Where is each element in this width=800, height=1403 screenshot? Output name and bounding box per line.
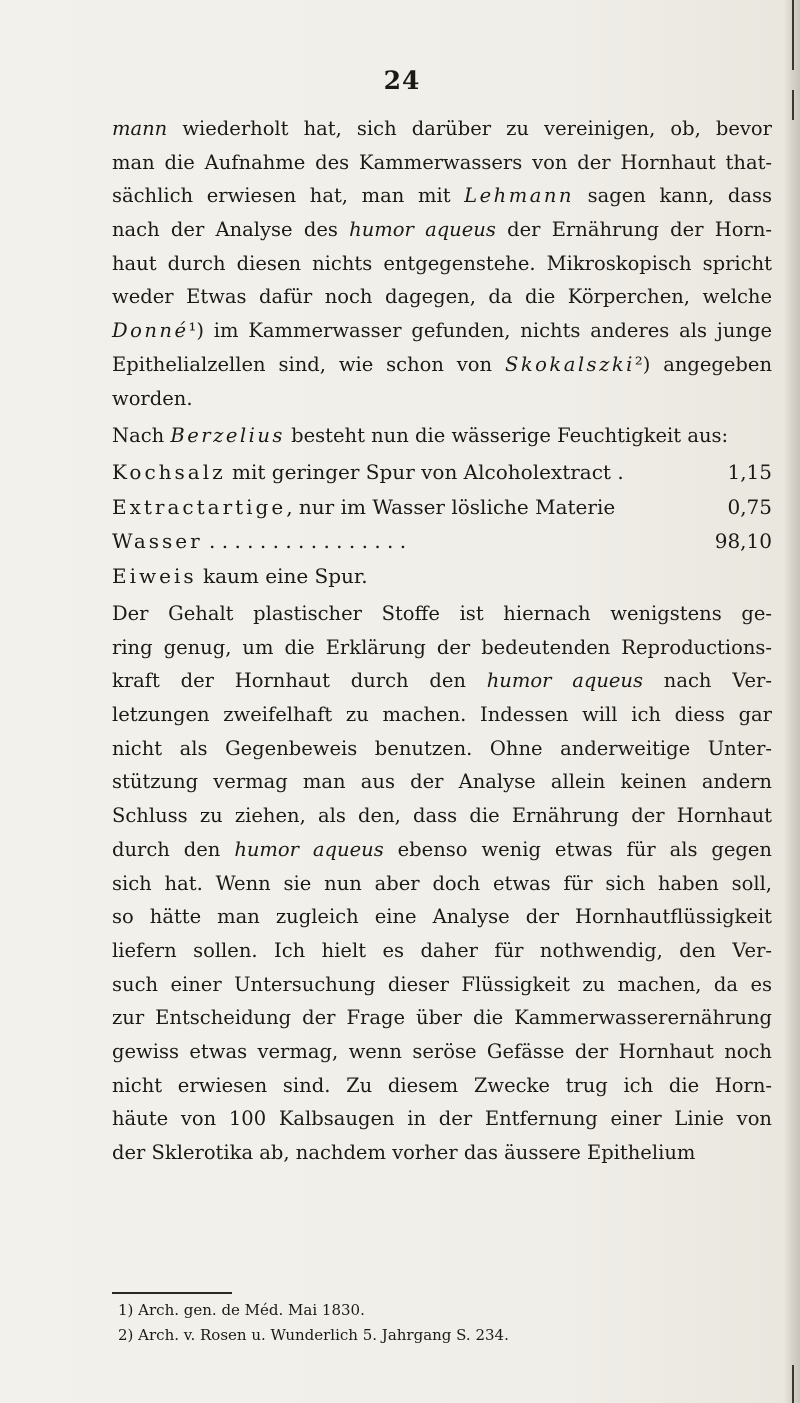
- text-run: mann: [112, 117, 168, 140]
- text-run: humor aqueus: [234, 837, 384, 861]
- text-line: [112, 968, 772, 1002]
- analysis-label: [112, 490, 615, 525]
- component-description: kaum eine Spur.: [196, 563, 368, 588]
- text-run: such einer Untersuchung dieser Flüssigkeit zu machen, da es: [112, 972, 772, 996]
- component-name: Wasser: [112, 529, 203, 553]
- text-run: sächlich erwiesen hat, man mit: [112, 184, 465, 208]
- text-line: [112, 247, 772, 281]
- text-run: Skokalszki: [504, 352, 635, 376]
- text-run: der Sklerotika ab, nachdem vorher das äussere Epithelium: [112, 1141, 696, 1164]
- page-edge-line: [792, 1365, 794, 1403]
- berzelius-intro-line: [112, 419, 772, 453]
- text-run: humor aqueus: [486, 669, 643, 693]
- text-run: so hätte man zugleich eine Analyse der Hornhautflüssigkeit: [112, 905, 772, 929]
- page-edge-line: [792, 0, 794, 70]
- text-line: [112, 382, 772, 416]
- text-run: stützung vermag man aus der Analyse allein keinen andern: [112, 770, 772, 794]
- text-run: Donné: [112, 319, 189, 343]
- text-line: [112, 934, 772, 968]
- analysis-row: [112, 490, 772, 525]
- analysis-label: [112, 455, 624, 490]
- text-line: [112, 314, 772, 348]
- text-line: [112, 664, 772, 698]
- text-run: häute von 100 Kalbsaugen in der Entfernung einer Linie von: [112, 1107, 772, 1131]
- paragraph-1: [112, 112, 772, 415]
- text-line: [112, 1102, 772, 1136]
- text-run: gewiss etwas vermag, wenn seröse Gefässe der Hornhaut noch: [112, 1039, 772, 1063]
- text-line: [112, 146, 772, 180]
- component-description: . . . . . . . . . . . . . . . .: [202, 529, 407, 553]
- text-line: [112, 280, 772, 314]
- text-run: kraft der Hornhaut durch den: [112, 669, 487, 693]
- text-run: man die Aufnahme des Kammerwassers von der Hornhaut that-: [112, 150, 772, 174]
- text-line: [112, 1069, 772, 1103]
- text-line: [112, 112, 772, 146]
- text-run: ¹) im Kammerwasser gefunden, nichts anderes als junge: [188, 319, 772, 343]
- text-line: [112, 833, 772, 867]
- text-run: ebenso wenig etwas für als gegen: [383, 837, 772, 861]
- analysis-table: [112, 455, 772, 593]
- text-run: durch den: [112, 837, 235, 861]
- text-run: nicht erwiesen sind. Zu diesem Zwecke trug ich die Horn-: [112, 1073, 772, 1097]
- page-number: 24: [383, 66, 421, 95]
- component-value: 98,10: [714, 529, 772, 553]
- text-run: besteht nun die wässerige Feuchtigkeit aus:: [284, 424, 729, 447]
- text-line: [112, 179, 772, 213]
- text-run: wiederholt hat, sich darüber zu vereinigen, ob, bevor: [167, 117, 772, 140]
- text-line: [112, 799, 772, 833]
- text-line: [112, 765, 772, 799]
- footnote-rule: [112, 1292, 232, 1294]
- text-run: sagen kann, dass: [573, 184, 772, 208]
- text-run: sich hat. Wenn sie nun aber doch etwas für sich haben soll,: [112, 871, 772, 895]
- text-run: zur Entscheidung der Frage über die Kammerwasserernährung: [112, 1006, 772, 1030]
- text-run: der Ernährung der Horn-: [495, 218, 772, 242]
- text-line: [112, 348, 772, 382]
- text-line: [112, 419, 772, 453]
- analysis-row: [112, 559, 772, 594]
- text-run: liefern sollen. Ich hielt es daher für nothwendig, den Ver-: [112, 938, 772, 962]
- text-run: Lehmann: [464, 184, 574, 208]
- footnotes: [118, 1298, 758, 1348]
- component-value: 1,15: [727, 460, 772, 484]
- text-line: [112, 732, 772, 766]
- footnote-1: 1) Arch. gen. de Méd. Mai 1830.: [118, 1301, 365, 1319]
- text-run: nach Ver-: [642, 669, 772, 693]
- paragraph-2: [112, 597, 772, 1170]
- text-run: humor aqueus: [349, 218, 496, 242]
- text-run: ring genug, um die Erklärung der bedeutenden Reproductions-: [112, 635, 772, 659]
- component-description: , nur im Wasser lösliche Materie: [286, 494, 616, 519]
- component-name: Eiweis: [112, 563, 197, 588]
- analysis-label: [112, 559, 368, 594]
- text-line: [112, 597, 772, 631]
- component-name: Kochsalz: [112, 460, 226, 484]
- text-run: letzungen zweifelhaft zu machen. Indessen will ich diess gar: [112, 703, 772, 727]
- text-run: weder Etwas dafür noch dagegen, da die Körperchen, welche: [112, 285, 772, 309]
- text-line: [112, 1001, 772, 1035]
- page-edge-shadow: [784, 0, 800, 1403]
- analysis-row: [112, 524, 772, 559]
- text-run: Epithelialzellen sind, wie schon von: [112, 352, 505, 376]
- text-line: [112, 1035, 772, 1069]
- text-run: nach der Analyse des: [112, 218, 350, 242]
- text-run: ²) angegeben: [634, 352, 773, 376]
- component-value: 0,75: [727, 494, 772, 519]
- text-run: Nach: [112, 424, 171, 447]
- text-line: [112, 867, 772, 901]
- text-line: [112, 213, 772, 247]
- component-name: Extractartige: [112, 494, 287, 519]
- analysis-row: [112, 455, 772, 490]
- analysis-label: [112, 524, 406, 559]
- text-line: [112, 698, 772, 732]
- text-line: [112, 1136, 772, 1170]
- text-run: worden.: [112, 386, 193, 410]
- text-line: [112, 631, 772, 665]
- text-run: Berzelius: [170, 424, 285, 447]
- footnote-2: 2) Arch. v. Rosen u. Wunderlich 5. Jahrgang S. 234.: [118, 1326, 509, 1344]
- text-run: Der Gehalt plastischer Stoffe ist hiernach wenigstens ge-: [112, 602, 772, 625]
- text-run: haut durch diesen nichts entgegenstehe. Mikroskopisch spricht: [112, 251, 772, 275]
- page-edge-line: [792, 90, 794, 120]
- text-line: [112, 900, 772, 934]
- component-description: mit geringer Spur von Alcoholextract .: [225, 460, 624, 484]
- text-run: nicht als Gegenbeweis benutzen. Ohne anderweitige Unter-: [112, 736, 772, 760]
- text-run: Schluss zu ziehen, als den, dass die Ernährung der Hornhaut: [112, 804, 772, 828]
